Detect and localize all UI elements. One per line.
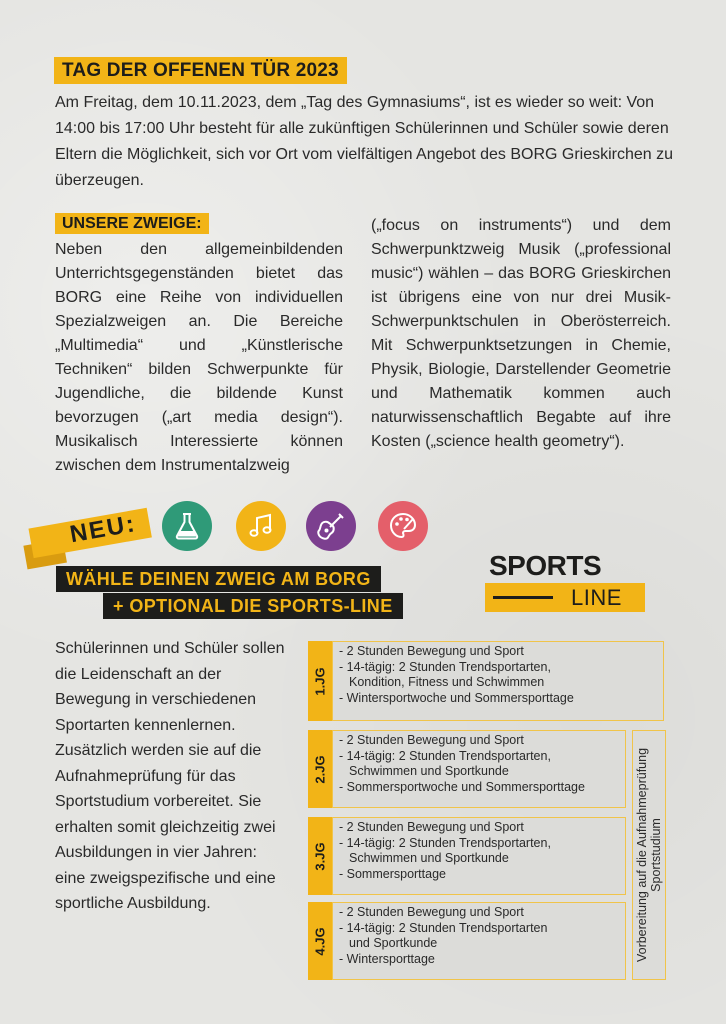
sports-description: Schülerinnen und Schüler sollen die Leidenschaft an der Bewegung in verschiedenen Sportarten kennenlernen. Zusätzlich werden sie auf die Aufnahmeprüfung für das Sportstudium vorbereitet. Sie erhalten somit gleichzeitig zwei Ausbildungen in vier Jahren: eine zweigspezifische und eine sportliche Ausbildung. — [55, 640, 285, 912]
banner-line-2: + OPTIONAL DIE SPORTS-LINE — [103, 593, 403, 619]
year-content — [332, 817, 626, 895]
year-line: Schwimmen und Sportkunde — [349, 764, 509, 778]
year-tab — [308, 902, 332, 980]
year-content — [332, 902, 626, 980]
year-line: - Wintersportwoche und Sommersporttage — [339, 690, 574, 705]
year-line: - Wintersporttage — [339, 951, 435, 966]
banner-line-1: WÄHLE DEINEN ZWEIG AM BORG — [56, 566, 381, 592]
year-line: - Sommersportwoche und Sommersporttage — [339, 779, 585, 794]
year-tab — [308, 817, 332, 895]
branches-text-left: Neben den allgemeinbildenden Unterrichtsgegenständen bietet das BORG eine Reihe von individuellen Spezialzweigen an. Die Bereiche „Multimedia“ und „Künstlerische Techniken“ bilden Schwerpunkte für Jugendliche, die bildende Kunst bevorzugen („art media design“). Musikalisch Interessierte können zwischen dem Instrumentalzweig — [55, 241, 343, 474]
year-line: - 2 Stunden Bewegung und Sport — [339, 820, 524, 834]
year-line: - Sommersporttage — [339, 866, 446, 881]
year-content — [332, 641, 664, 721]
year-line: - 14-tägig: 2 Stunden Trendsportarten — [339, 920, 548, 935]
branches-text-right: („focus on instruments“) und dem Schwerpunktzweig Musik („professional music“) wählen – das BORG Grieskirchen ist übrigens eine von nur drei Musik-Schwerpunktschulen in Oberösterreich. Mit Schwerpunktsetzungen in Chemie, Physik, Biologie, Darstellender Geometrie und Mathematik kommen auch naturwissenschaftlich Begabte auf ihre Kosten („science health geometry“). — [371, 217, 671, 450]
logo-rule — [493, 596, 553, 599]
page-title: TAG DER OFFENEN TÜR 2023 — [54, 57, 347, 84]
year-content — [332, 730, 626, 808]
branches-heading: UNSERE ZWEIGE: — [55, 213, 209, 234]
entrance-exam-prep-box — [632, 730, 666, 980]
year-line: Schwimmen und Sportkunde — [349, 851, 509, 865]
year-line: - 14-tägig: 2 Stunden Trendsportarten, — [339, 659, 551, 674]
year-tab — [308, 641, 332, 721]
year-line: - 2 Stunden Bewegung und Sport — [339, 905, 524, 919]
new-label: NEU: — [67, 510, 139, 549]
palette-icon — [378, 501, 428, 551]
year-label: 3.JG — [312, 841, 328, 871]
year-tab — [308, 730, 332, 808]
year-label: 4.JG — [312, 926, 328, 956]
year-line: - 2 Stunden Bewegung und Sport — [339, 644, 524, 658]
logo-word-sports: SPORTS — [489, 550, 602, 581]
year-line: - 2 Stunden Bewegung und Sport — [339, 733, 524, 747]
intro-paragraph: Am Freitag, dem 10.11.2023, dem „Tag des Gymnasiums“, ist es wieder so weit: Von 14:00 bis 17:00 Uhr besteht für alle zukünftigen Schülerinnen und Schüler sowie deren Eltern die Möglichkeit, sich vor Ort vom vielfältigen Angebot des BORG Grieskirchen zu überzeugen. — [55, 94, 674, 189]
year-line: - 14-tägig: 2 Stunden Trendsportarten, — [339, 835, 551, 850]
guitar-icon — [306, 501, 356, 551]
logo-word-line: LINE — [571, 585, 622, 610]
prep-line-2: Sportstudium — [649, 818, 663, 892]
sports-line-logo — [485, 550, 645, 612]
year-label: 1.JG — [312, 666, 328, 696]
year-line: Kondition, Fitness und Schwimmen — [349, 675, 545, 689]
year-label: 2.JG — [312, 754, 328, 784]
year-line: - 14-tägig: 2 Stunden Trendsportarten, — [339, 748, 551, 763]
entrance-exam-prep-text — [635, 733, 663, 978]
year-line: und Sportkunde — [349, 936, 438, 950]
flask-icon — [162, 501, 212, 551]
music-note-icon — [236, 501, 286, 551]
prep-line-1: Vorbereitung auf die Aufnahmeprüfung — [635, 747, 649, 963]
